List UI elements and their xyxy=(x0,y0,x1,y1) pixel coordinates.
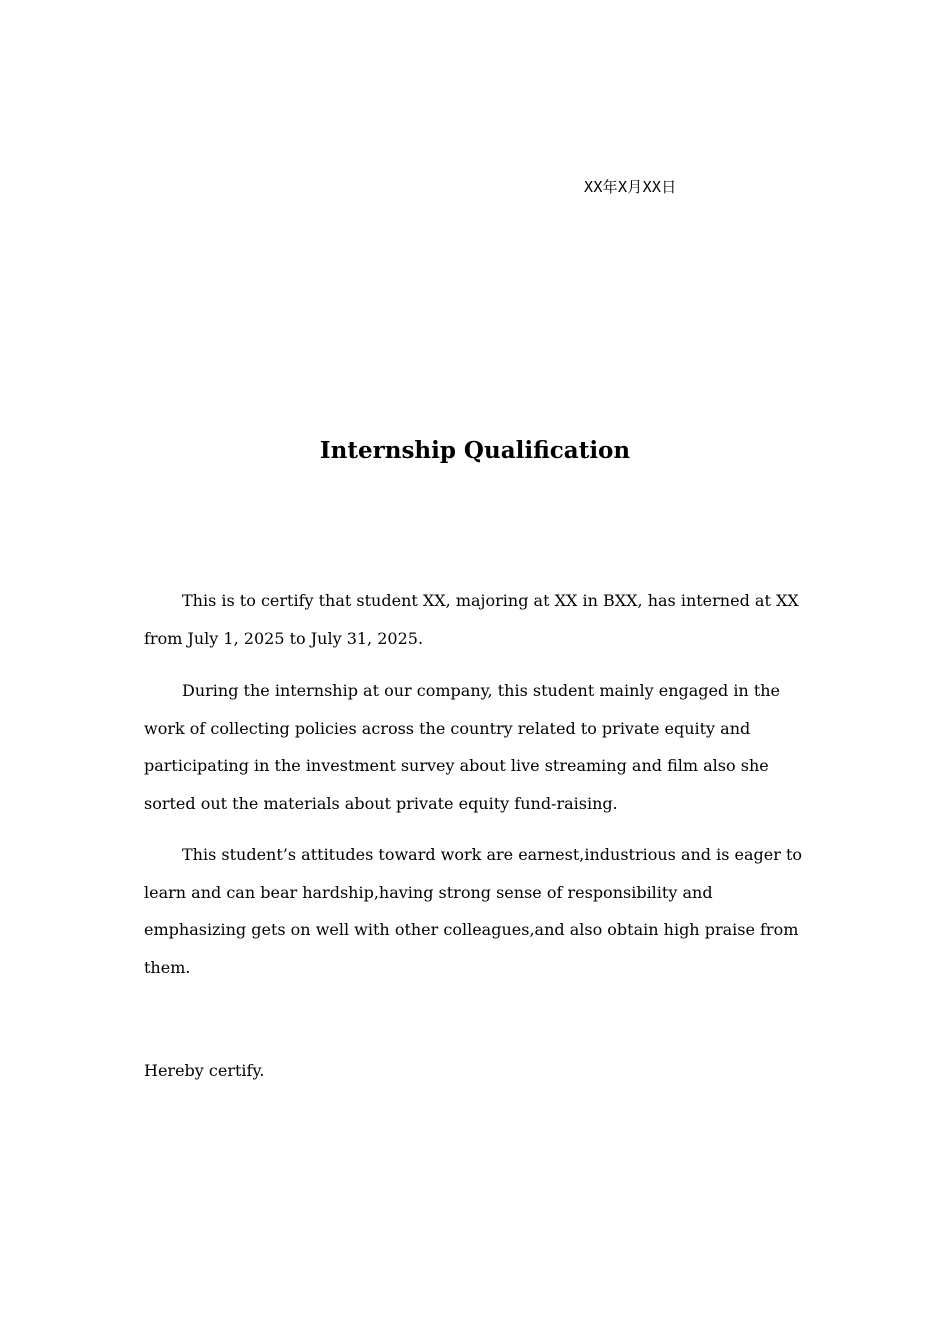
paragraph-evaluation xyxy=(144,836,816,986)
paragraph-certification xyxy=(144,582,816,657)
document-title: Internship Qualification xyxy=(319,437,631,464)
paragraph-internship-work xyxy=(144,672,816,822)
paragraph-text: This student’s attitudes toward work are earnest,industrious and is eager to learn and can bear hardship,having strong sense of responsibility and emphasizing gets on well with other colleagues,and also obtain high praise from them. xyxy=(144,845,803,977)
paragraph-text: During the internship at our company, this student mainly engaged in the work of collecting policies across the country related to private equity and participating in the investment survey about live streaming and film also she sorted out the materials about private equity fund-raising. xyxy=(144,681,781,813)
issue-date: XX年X月XX日 xyxy=(584,178,677,196)
paragraph-text: This is to certify that student XX, majoring at XX in BXX, has interned at XX from July 1, 2025 to July 31, 2025. xyxy=(144,591,799,648)
closing-statement: Hereby certify. xyxy=(144,1061,265,1080)
